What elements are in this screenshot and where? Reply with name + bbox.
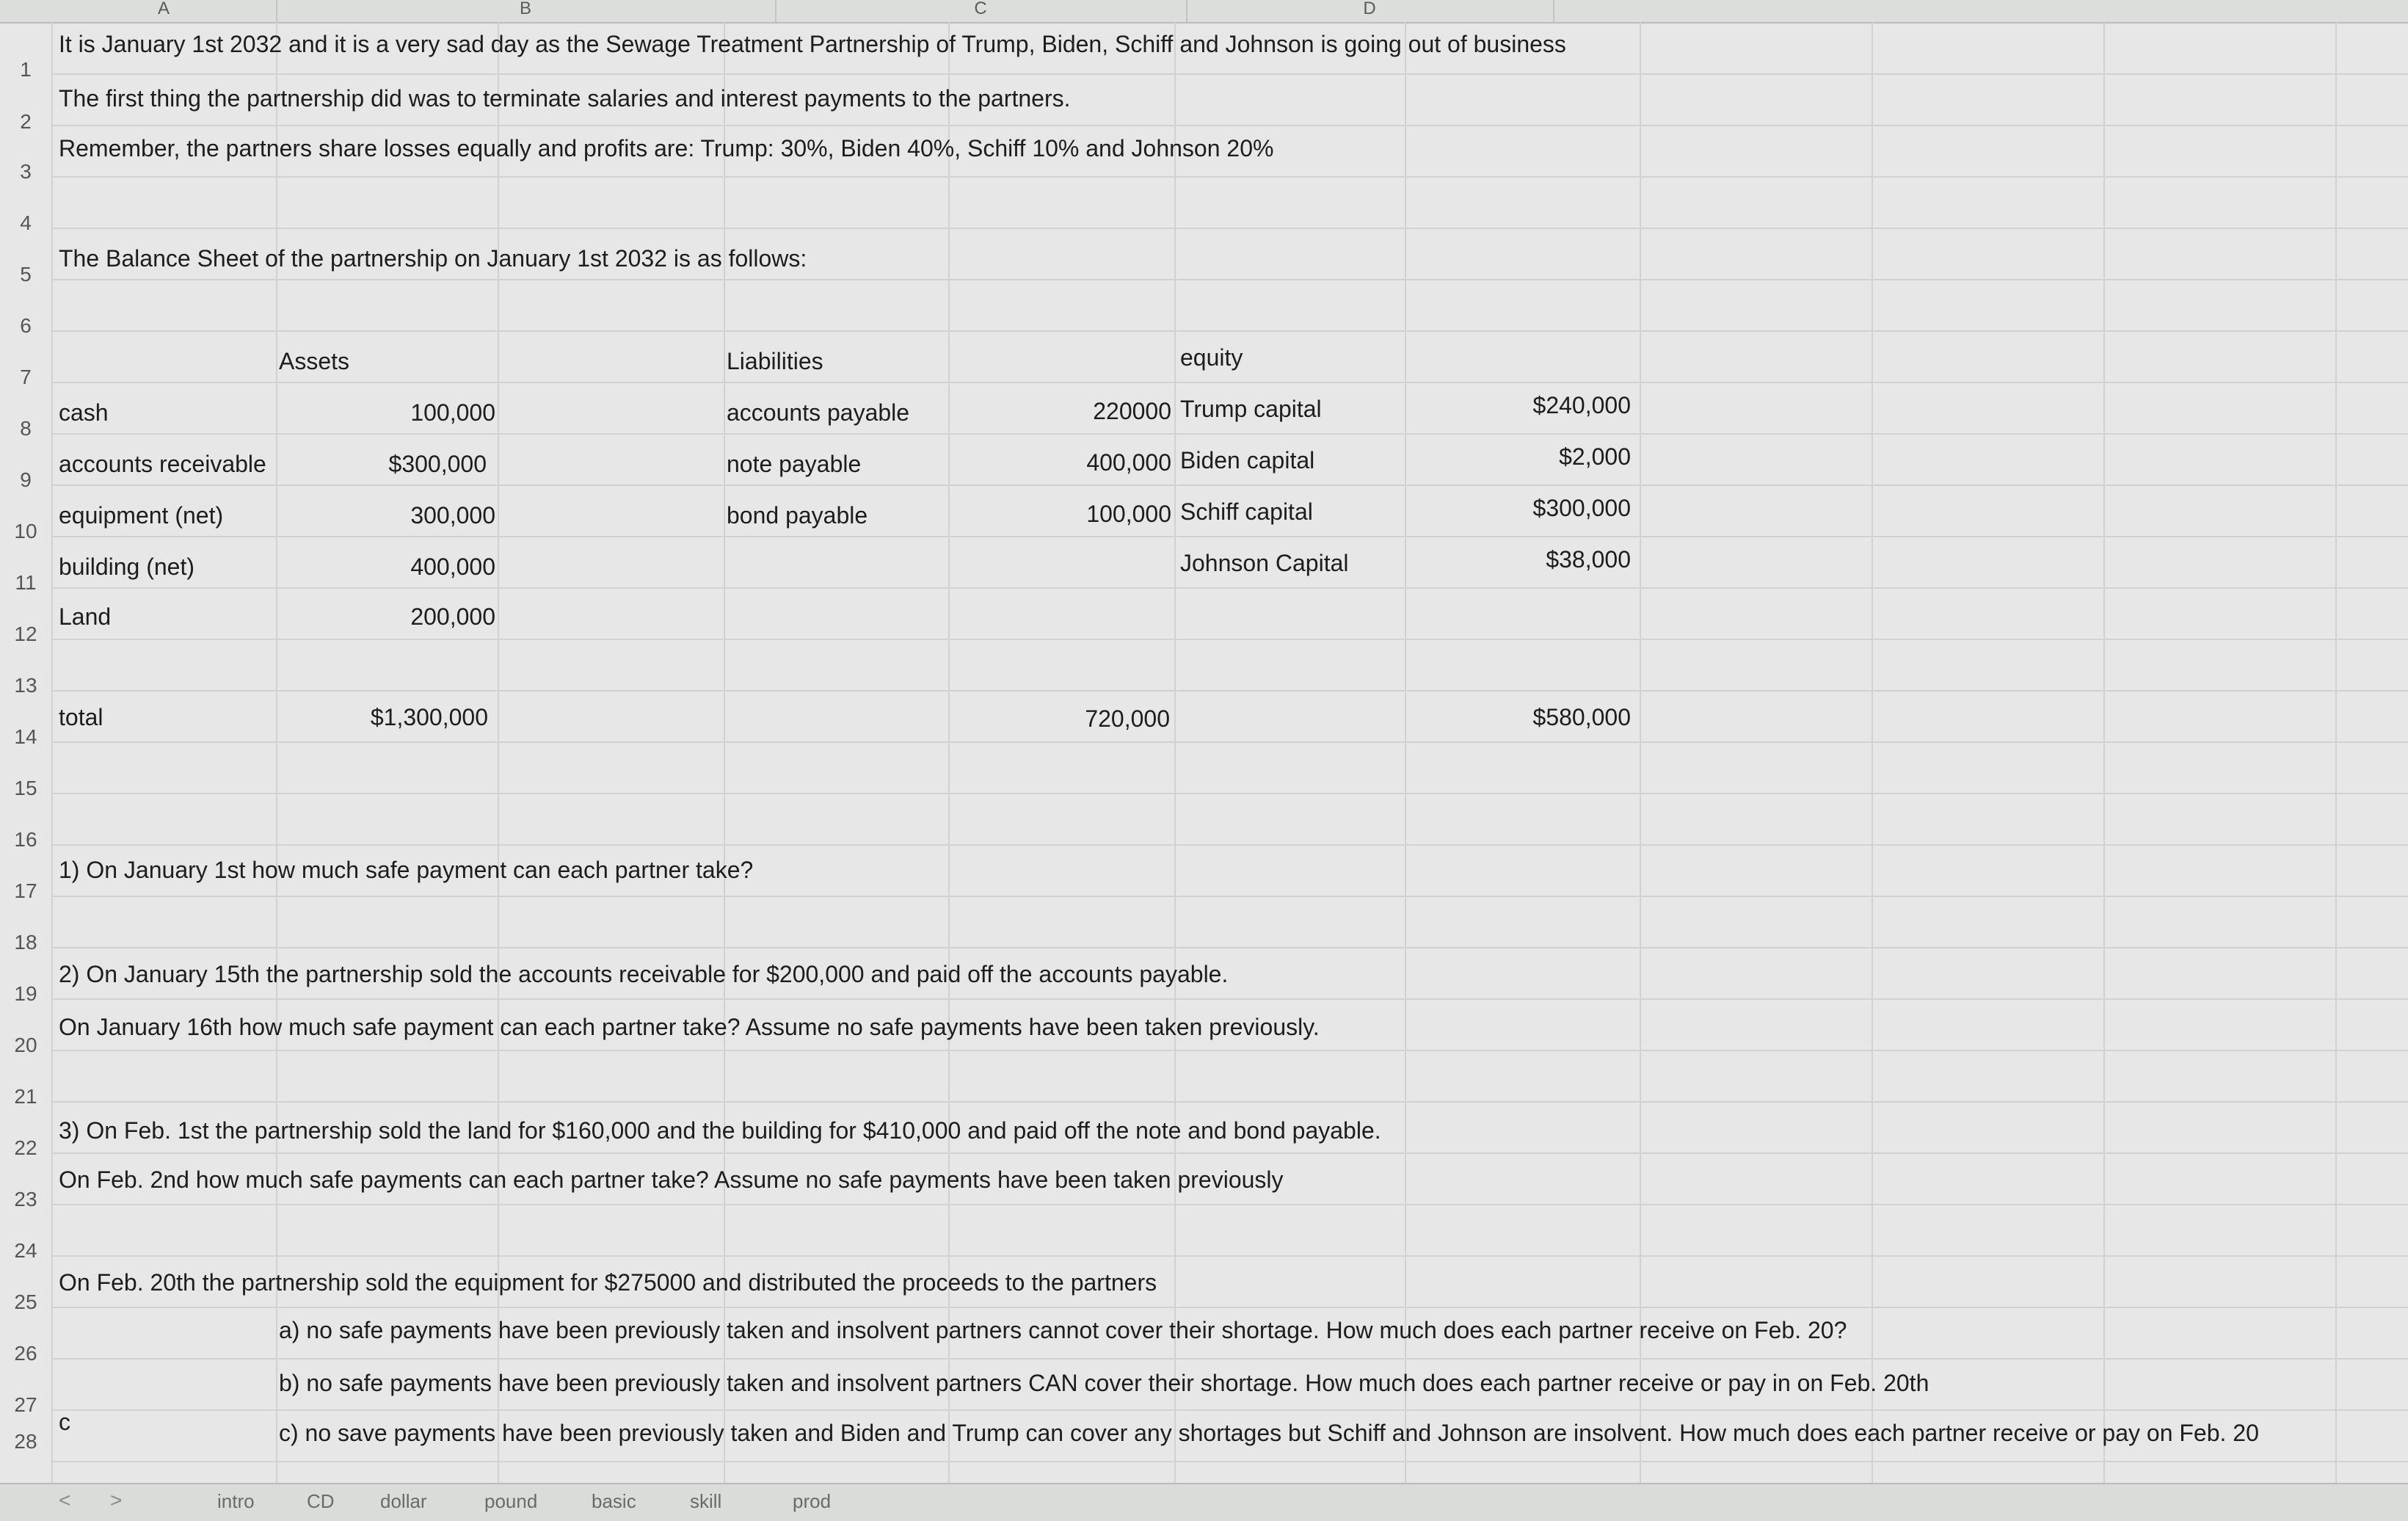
row-line [51,73,2408,75]
row-line [51,844,2408,846]
cell-equity-label[interactable]: Trump capital [1180,396,1322,422]
row-number[interactable]: 12 [14,622,37,645]
cell-intro-line5[interactable]: The Balance Sheet of the partnership on January 1st 2032 is as follows: [59,245,807,272]
cell-question-3a[interactable]: 3) On Feb. 1st the partnership sold the land for $160,000 and the building for $410,000 and paid off the note and bond payable. [59,1117,1381,1144]
row-number[interactable]: 5 [20,263,32,286]
row-line [51,1255,2408,1257]
cell-equity-label[interactable]: Biden capital [1180,447,1315,473]
row-number[interactable]: 7 [20,366,32,388]
row-number[interactable]: 24 [14,1239,37,1262]
row-number[interactable]: 3 [20,160,32,183]
cell-liability-label[interactable]: note payable [727,451,862,477]
row-number[interactable]: 10 [14,520,37,542]
cell-liability-value[interactable]: 220000 [1093,398,1171,424]
sheet-tab[interactable]: skill [690,1490,722,1512]
cell-liability-value[interactable]: 100,000 [1086,501,1171,527]
cell-asset-label[interactable]: Land [59,603,112,630]
row-number[interactable]: 13 [14,674,37,697]
row-line [51,1050,2408,1051]
cell-total-label[interactable]: total [59,704,103,730]
cell-equity-value[interactable]: $300,000 [1532,495,1631,521]
row-line [51,330,2408,332]
row-line [51,1101,2408,1103]
row-line [51,690,2408,691]
row-number[interactable]: 22 [14,1136,37,1159]
cell-equity-label[interactable]: Schiff capital [1180,498,1313,525]
cell-total-liabilities[interactable]: 720,000 [1085,705,1170,732]
row-line [51,639,2408,640]
grid-line [276,22,277,1483]
row-line [51,279,2408,280]
row-line [51,1307,2408,1308]
sheet-tab[interactable]: prod [793,1490,832,1512]
cell-asset-value[interactable]: 100,000 [410,399,495,426]
cell-asset-value[interactable]: $300,000 [388,451,487,477]
row-line [51,947,2408,948]
grid-line [2103,22,2105,1483]
grid-line [1640,22,1641,1483]
cell-liabilities-header[interactable]: Liabilities [727,348,823,374]
sheet-tab[interactable]: intro [217,1490,255,1512]
sheet-tab-bar [0,1483,2408,1521]
row-line [51,896,2408,897]
row-line [51,176,2408,178]
column-header-d[interactable]: D [1186,0,1554,22]
cell-asset-value[interactable]: 300,000 [410,502,495,529]
column-header-c[interactable]: C [775,0,1187,22]
grid-line [724,22,725,1483]
row-line [51,484,2408,486]
row-line [51,741,2408,743]
row-line [51,587,2408,589]
row-line [51,998,2408,1000]
row-line [51,1461,2408,1462]
row-number[interactable]: 6 [20,314,32,337]
cell-equity-value[interactable]: $2,000 [1559,443,1631,470]
row-number[interactable]: 23 [14,1188,37,1210]
row-line [51,125,2408,126]
row-number[interactable]: 27 [14,1393,37,1416]
cell-equity-header[interactable]: equity [1180,344,1243,371]
row-line [51,536,2408,537]
row-number[interactable]: 16 [14,828,37,851]
cell-question-2b[interactable]: On January 16th how much safe payment can each partner take? Assume no safe payments have been taken previously. [59,1014,1320,1040]
row-line [51,1358,2408,1360]
cell-asset-label[interactable]: building (net) [59,553,194,580]
grid-line [1872,22,1873,1483]
cell-question-4c-prefix[interactable]: c [59,1409,70,1435]
cell-intro-line3[interactable]: Remember, the partners share losses equally and profits are: Trump: 30%, Biden 40%, Schiff 10% and Johnson 20% [59,135,1274,161]
cell-equity-value[interactable]: $38,000 [1546,546,1631,573]
row-number[interactable]: 18 [14,931,37,954]
sheet-tab[interactable]: pound [484,1490,538,1512]
sheet-tab[interactable]: dollar [380,1490,427,1512]
cell-equity-value[interactable]: $240,000 [1532,392,1631,418]
cell-intro-line2[interactable]: The first thing the partnership did was to terminate salaries and interest payments to the partners. [59,85,1071,112]
row-number[interactable]: 25 [14,1291,37,1313]
cell-asset-label[interactable]: cash [59,399,109,426]
row-number[interactable]: 28 [14,1430,37,1453]
grid-line [1405,22,1406,1483]
cell-question-2a[interactable]: 2) On January 15th the partnership sold the accounts receivable for $200,000 and paid off the accounts payable. [59,961,1229,987]
cell-equity-label[interactable]: Johnson Capital [1180,550,1349,576]
grid-line [51,22,53,1483]
column-header-b[interactable]: B [276,0,776,22]
grid-line [948,22,950,1483]
row-number[interactable]: 17 [14,879,37,902]
row-line [51,1152,2408,1154]
row-number[interactable]: 15 [14,777,37,799]
cell-asset-label[interactable]: equipment (net) [59,502,224,529]
row-line [51,433,2408,435]
column-header-bar [0,0,2408,23]
next-sheet-icon[interactable]: > [110,1489,123,1511]
row-line [51,228,2408,229]
cell-question-4c[interactable]: c) no save payments have been previously taken and Biden and Trump can cover any shortages but Schiff and Johnson are insolvent. How much does each partner receive or pay on Feb. 20 [279,1420,2259,1446]
cell-total-equity[interactable]: $580,000 [1532,704,1631,730]
row-number[interactable]: 20 [14,1034,37,1056]
row-number[interactable]: 19 [14,982,37,1005]
cell-question-3b[interactable]: On Feb. 2nd how much safe payments can each partner take? Assume no safe payments have been taken previously [59,1166,1284,1193]
grid-line [498,22,499,1483]
row-number[interactable]: 1 [20,58,32,81]
cell-liability-value[interactable]: 400,000 [1086,449,1171,476]
row-line [51,382,2408,383]
row-line [51,793,2408,794]
row-line [51,1409,2408,1411]
cell-liability-label[interactable]: bond payable [727,502,868,529]
column-header-a[interactable]: A [51,0,277,22]
sheet-tab[interactable]: CD [307,1490,335,1512]
sheet-tab[interactable]: basic [592,1490,636,1512]
row-number[interactable]: 8 [20,417,32,440]
row-number[interactable]: 14 [14,725,37,748]
cell-total-assets[interactable]: $1,300,000 [370,704,488,730]
cell-question-4[interactable]: On Feb. 20th the partnership sold the equipment for $275000 and distributed the proceeds to the partners [59,1269,1157,1296]
row-number[interactable]: 11 [15,571,37,594]
cell-liability-label[interactable]: accounts payable [727,399,910,426]
row-number[interactable]: 2 [20,110,32,133]
cell-intro-line1[interactable]: It is January 1st 2032 and it is a very sad day as the Sewage Treatment Partnership of Trump, Biden, Schiff and Johnson is going out of business [59,31,1566,57]
row-line [51,1204,2408,1205]
prev-sheet-icon[interactable]: < [59,1489,71,1511]
row-number[interactable]: 21 [14,1085,37,1108]
row-number[interactable]: 9 [20,468,32,491]
cell-assets-header[interactable]: Assets [279,348,350,374]
row-number[interactable]: 26 [14,1342,37,1365]
grid-line [2335,22,2337,1483]
cell-question-4b[interactable]: b) no safe payments have been previously taken and insolvent partners CAN cover their shortage. How much does each partner receive or pay in on Feb. 20th [279,1370,1929,1396]
row-number[interactable]: 4 [20,211,32,234]
cell-question-1[interactable]: 1) On January 1st how much safe payment can each partner take? [59,857,754,883]
grid-line [1174,22,1176,1483]
cell-asset-label[interactable]: accounts receivable [59,451,266,477]
cell-question-4a[interactable]: a) no safe payments have been previously taken and insolvent partners cannot cover their shortage. How much does each partner receive on Feb. 20? [279,1317,1847,1343]
cell-asset-value[interactable]: 200,000 [410,603,495,630]
cell-asset-value[interactable]: 400,000 [410,553,495,580]
